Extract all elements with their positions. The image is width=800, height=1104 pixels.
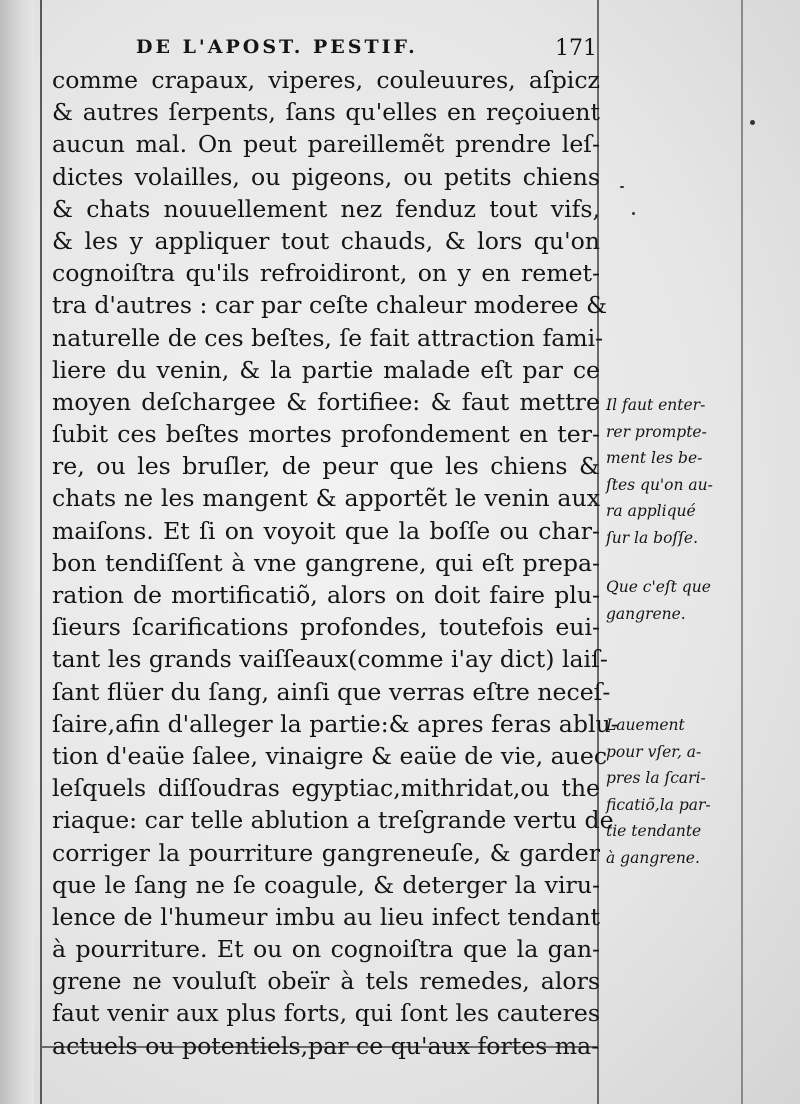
text-line: ration de mortificatiõ, alors on doit faire plu- <box>52 581 600 609</box>
text-line: leſquels diſſoudras egyptiac,mithridat,ou the <box>52 774 600 803</box>
note-line: Lauement <box>606 716 685 734</box>
text-line: que le ſang ne ſe coagule, & deterger la viru- <box>52 870 600 899</box>
text-line: liere du venin, & la partie malade eſt par ce <box>52 355 600 384</box>
text-line: & les y appliquer tout chauds, & lors qu'on <box>52 226 600 255</box>
note-line: Il faut enter- <box>606 396 706 414</box>
text-line: ſieurs ſcarifications profondes, toutefois eui- <box>52 613 600 642</box>
text-line: naturelle de ces beſtes, ſe fait attraction fami- <box>52 323 604 352</box>
text-line: à pourriture. Et ou on cognoiſtra que la gan- <box>52 935 600 964</box>
text-line: lence de l'humeur imbu au lieu infect tendant <box>52 902 600 931</box>
note-line: pour vſer, a- <box>606 742 702 761</box>
text-line: maiſons. Et ſi on voyoit que la boſſe ou char- <box>52 516 600 545</box>
running-title: DE L'APOST. PESTIF. <box>136 36 418 58</box>
note-line: ficatiõ,la par- <box>606 795 711 814</box>
note-line: Que c'eſt que <box>606 578 711 596</box>
text-line: chats ne les mangent & apportẽt le venin aux <box>52 484 600 513</box>
text-line: cognoiſtra qu'ils refroidiront, on y en remet- <box>52 259 600 288</box>
text-line: grene ne vouluſt obeïr à tels remedes, alors <box>52 967 600 996</box>
running-head <box>52 36 597 66</box>
main-text-block <box>52 64 619 1062</box>
text-line: aucun mal. On peut pareillemẽt prendre leſ- <box>52 130 600 159</box>
note-line: pres la ſcari- <box>606 769 706 787</box>
text-line: & autres ſerpents, ſans qu'elles en reçoiuent <box>52 98 600 127</box>
text-line: ſant flüer du ſang, ainſi que verras eſtre neceſ- <box>52 677 611 706</box>
marginal-note-gangrene <box>606 574 711 627</box>
ink-speck <box>750 120 755 125</box>
ink-speck <box>620 186 624 188</box>
note-line: à gangrene. <box>606 848 700 867</box>
page-number: 171 <box>555 36 597 61</box>
text-line: faut venir aux plus forts, qui ſont les cauteres <box>52 999 600 1028</box>
marginal-note-lavement <box>606 712 711 871</box>
text-line: tion d'eaüe ſalee, vinaigre & eaüe de vie, auec <box>52 741 608 770</box>
text-line: tant les grands vaiſſeaux(comme i'ay dict) laiſ- <box>52 645 608 674</box>
text-line: actuels ou potentiels,par ce qu'aux fortes ma- <box>52 1031 600 1060</box>
note-line: ra appliqué <box>606 502 696 520</box>
text-line: re, ou les bruſler, de peur que les chiens & <box>52 452 600 481</box>
marginal-note-burial <box>606 392 713 551</box>
note-line: ment les be- <box>606 449 703 467</box>
note-line: ſtes qu'on au- <box>606 475 713 494</box>
note-line: gangrene. <box>606 604 686 623</box>
text-line: riaque: car telle ablution a treſgrande vertu de <box>52 806 614 835</box>
binding-gutter <box>0 0 34 1104</box>
left-margin-rule <box>40 0 42 1104</box>
text-line: ſaire,afin d'alleger la partie:& apres feras ablu- <box>52 709 619 738</box>
note-line: ſur la boſſe. <box>606 528 699 547</box>
text-line: comme crapaux, viperes, couleuures, aſpicz <box>52 66 600 94</box>
text-line: bon tendiſſent à vne gangrene, qui eſt prepa- <box>52 548 600 577</box>
text-line: ſubit ces beſtes mortes profondement en ter- <box>52 420 600 449</box>
note-line: rer prompte- <box>606 422 707 441</box>
text-line: moyen deſchargee & fortifiee: & faut mettre <box>52 387 600 416</box>
ink-speck <box>632 212 635 215</box>
text-line: & chats nouuellement nez fenduz tout vifs, <box>52 194 600 223</box>
outer-margin-rule <box>741 0 743 1104</box>
note-line: tie tendante <box>606 822 702 840</box>
text-line: corriger la pourriture gangreneuſe, & garder <box>52 838 600 867</box>
text-line: dictes volailles, ou pigeons, ou petits chiens <box>52 162 600 191</box>
text-line: tra d'autres : car par ceſte chaleur moderee & <box>52 291 608 320</box>
